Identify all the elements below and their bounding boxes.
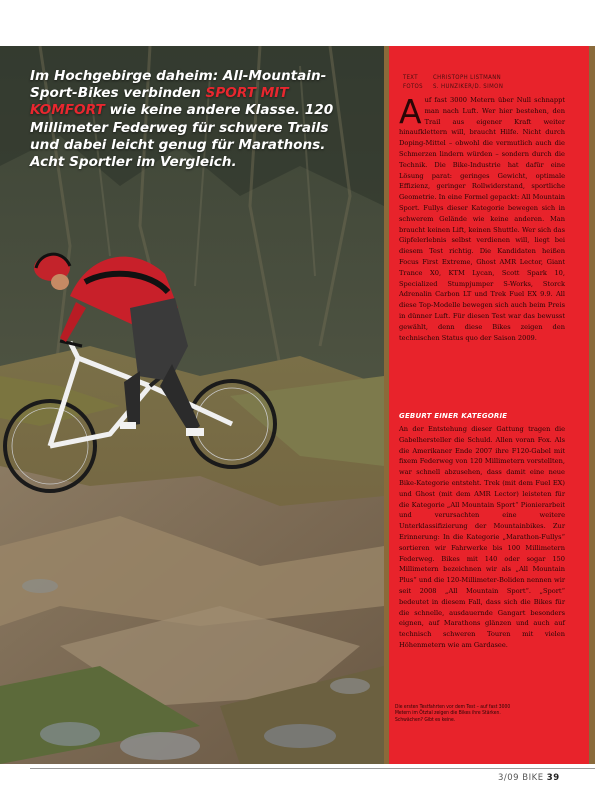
credit-photo-label: FOTOS — [403, 83, 423, 90]
folio-page-number: 39 — [546, 773, 560, 783]
drop-cap: A — [399, 92, 422, 131]
footer-rule — [30, 768, 595, 769]
headline-highlight: SPORT MIT KOMFORT — [30, 85, 289, 119]
article-body-paragraph: An der Entstehung dieser Gattung tragen die Gabelhersteller die Schuld. Allen voran Fox. Als die Amerikaner Ende 2007 ihre F120-Gabel mit fixem Federweg von 120 Millimetern vorstellten, war schnell abzusehen, dass damit eine neue Bike-Kategorie entsteht. Trek (mit dem Fuel EX) und Ghost (mit dem AMR Lector) leisteten für die Kategorie „All Mountain Sport“ Pionierarbeit und verursachten eine weitere Unterklassifizierung der Mountainbikes. Zur Erinnerung: In die Kategorie „Marathon-Fullys“ sortieren wir Fahrwerke bis 100 Millimetern Federweg. Bikes mit 140 oder sogar 150 Millimetern bezeichnen wir als „All Mountain Plus“ und die 120-Millimeter-Boliden nennen wir seit 2008 „All Mountain Sport“. „Sport“ bedeutet in diesem Fall, dass sich die Bikes für die schnelle, ausdauernde Gangart besonders eignen, auf Marathons glänzen und auch auf technisch schweren Touren mit vielen Höhenmetern wie am Gardasee. — [399, 425, 565, 649]
headline-part1: Im Hochgebirge daheim: All-Mountain-Sport-Bikes verbinden — [30, 68, 327, 102]
article-intro — [399, 92, 565, 343]
credit-photo-authors: S. HUNZIKER/D. SIMON — [433, 83, 504, 90]
page-folio — [498, 773, 560, 783]
folio-issue: 3/09 BIKE — [498, 773, 544, 783]
article-credits — [403, 73, 583, 91]
headline-part2: wie keine andere Klasse. 120 Millimeter Federweg für schwere Trails und dabei leicht genug für Marathons. Acht Sportler im Vergleich. — [30, 102, 334, 171]
article-headline — [30, 68, 360, 171]
page-top-margin — [0, 0, 595, 46]
section-subhead: GEBURT EINER KATEGORIE — [399, 412, 508, 420]
credit-text-label: TEXT — [403, 74, 418, 81]
credit-text-author: CHRISTOPH LISTMANN — [433, 74, 502, 81]
article-intro-paragraph: uf fast 3000 Metern über Null schnappt man nach Luft. Wer hier bestehen, den Trail aus eigener Kraft weiter hinaufklettern will, braucht Hilfe. Nicht durch Doping-Mittel – obwohl die vermutlich auch die Schmerzen lindern würden – sondern durch die Technik. Die Bike-Industrie hat dafür eine Lösung parat: geringes Gewicht, optimale Effizienz, geringer Rollwiderstand, sportliche Geometrie. In eine Formel gepackt: All Mountain Sport. Fullys dieser Kategorie bewegen sich in schwerem Gelände wie keine anderen. Man braucht keinen Lift, keinen Shuttle. Wer sich das Gipfelerlebnis selbst verdienen will, liegt bei diesem Test richtig. Die Kandidaten heißen Focus First Extreme, Ghost AMR Lector, Giant Trance X0, KTM Lycan, Scott Spark 10, Specialized Stumpjumper S-Works, Storck Adrenalin Carbon LT und Trek Fuel EX 9.9. All diese Top-Modelle bewegen sich auch beim Preis in dünner Luft. Für diesen Test war das bewusst gewählt, denn diese Bikes zeigen den technischen Status quo der Saison 2009. — [399, 96, 565, 342]
photo-caption: Die ersten Testfahrten vor dem Test – auf fast 3000 Metern im Ötztal zeigen die Bikes ihre Stärken. Schwächen? Gibt es keine. — [395, 704, 511, 723]
